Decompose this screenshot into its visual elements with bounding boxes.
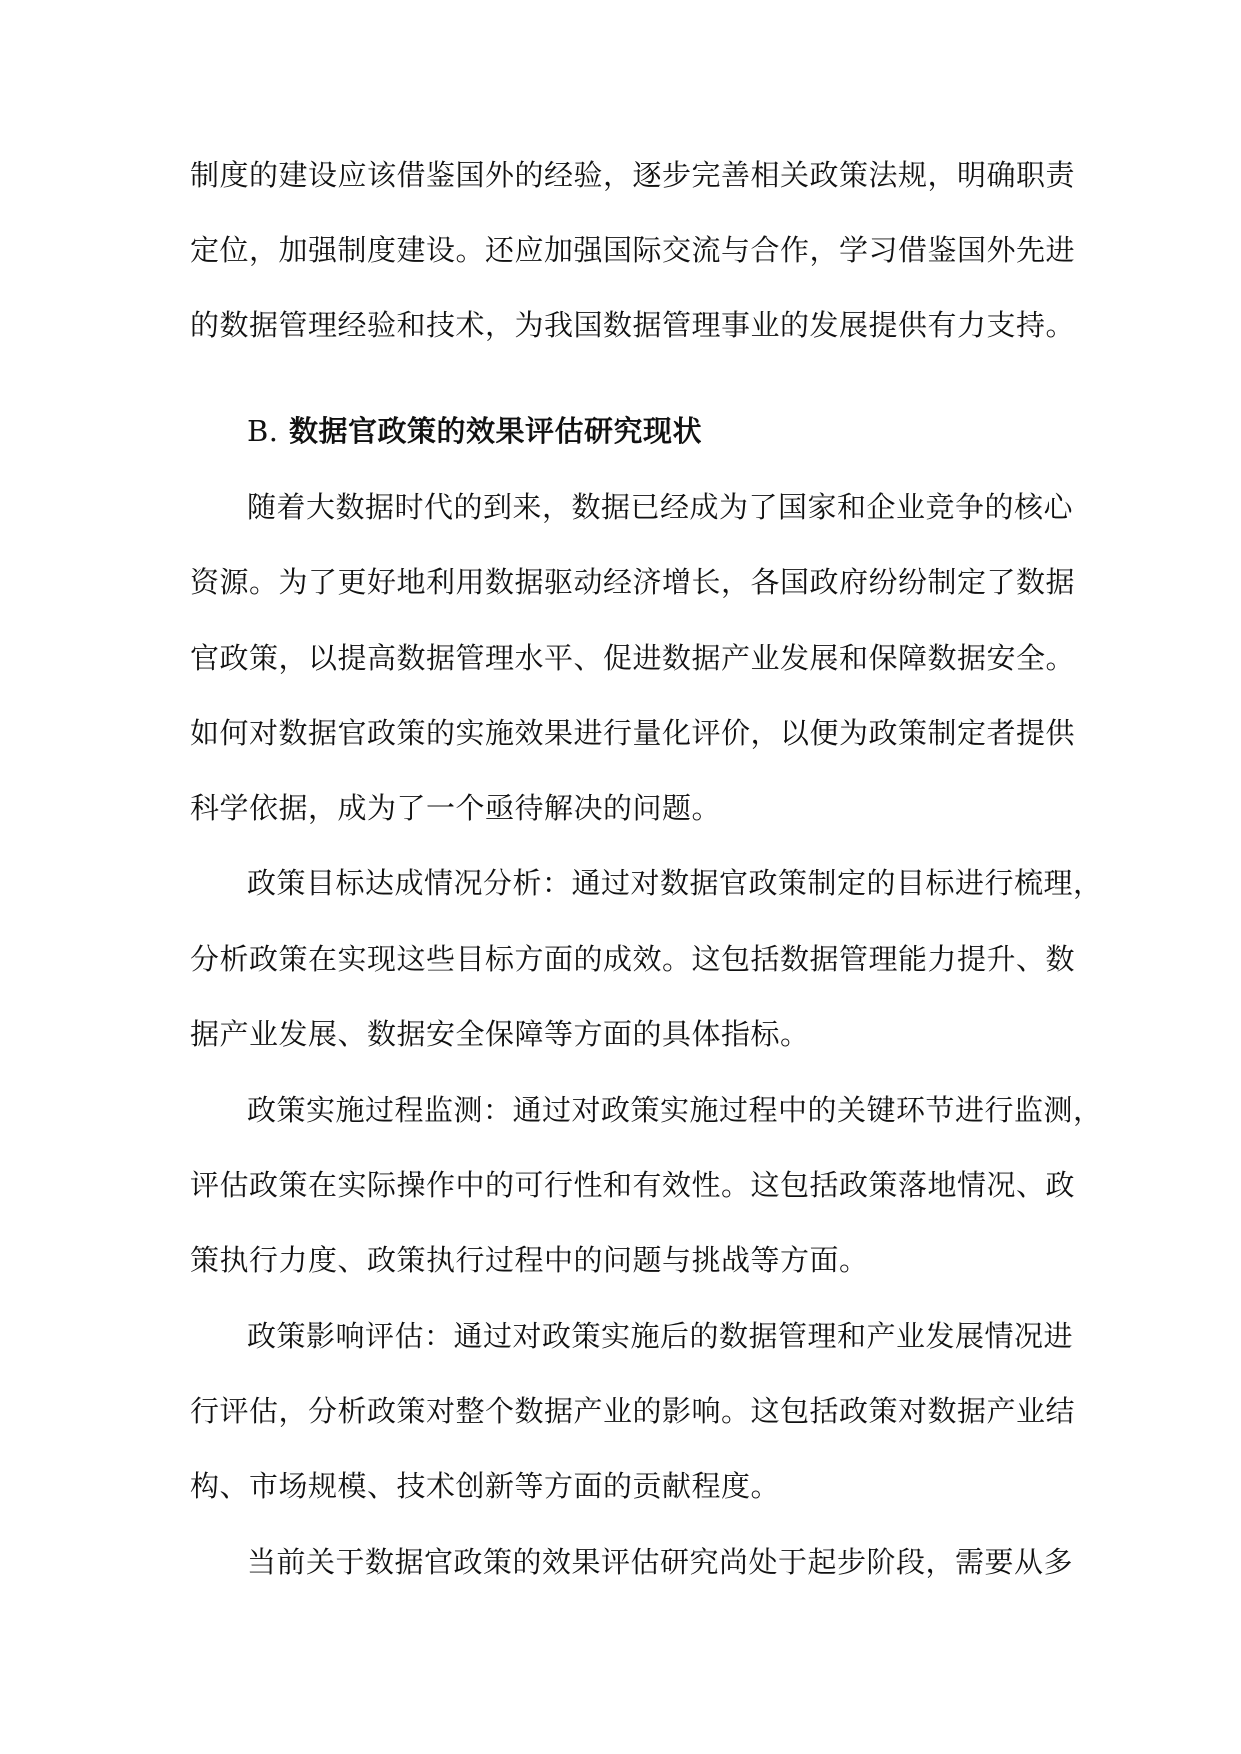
- section-number: B.: [247, 414, 279, 448]
- section-title: 数据官政策的效果评估研究现状: [289, 414, 703, 448]
- paragraph-2-line-1: 随着大数据时代的到来，数据已经成为了国家和企业竞争的核心: [247, 490, 1074, 524]
- paragraph-5-line-2: 行评估，分析政策对整个数据产业的影响。这包括政策对数据产业结: [190, 1394, 1076, 1428]
- paragraph-3-line-2: 分析政策在实现这些目标方面的成效。这包括数据管理能力提升、数: [190, 942, 1076, 976]
- paragraph-2-line-4: 如何对数据官政策的实施效果进行量化评价，以便为政策制定者提供: [190, 716, 1076, 750]
- paragraph-5-line-1: 政策影响评估：通过对政策实施后的数据管理和产业发展情况进: [247, 1319, 1074, 1353]
- paragraph-2-line-2: 资源。为了更好地利用数据驱动经济增长，各国政府纷纷制定了数据: [190, 565, 1076, 599]
- paragraph-5-line-3: 构、市场规模、技术创新等方面的贡献程度。: [190, 1469, 781, 1503]
- paragraph-2-line-5: 科学依据，成为了一个亟待解决的问题。: [190, 791, 722, 825]
- paragraph-2-line-3: 官政策，以提高数据管理水平、促进数据产业发展和保障数据安全。: [190, 641, 1076, 675]
- paragraph-4-line-3: 策执行力度、政策执行过程中的问题与挑战等方面。: [190, 1243, 869, 1277]
- paragraph-1-line-3: 的数据管理经验和技术，为我国数据管理事业的发展提供有力支持。: [190, 308, 1076, 342]
- paragraph-1-line-2: 定位，加强制度建设。还应加强国际交流与合作，学习借鉴国外先进: [190, 233, 1076, 267]
- section-heading: [247, 413, 702, 449]
- paragraph-4-line-2: 评估政策在实际操作中的可行性和有效性。这包括政策落地情况、政: [190, 1168, 1076, 1202]
- paragraph-4-line-1: 政策实施过程监测：通过对政策实施过程中的关键环节进行监测，: [247, 1093, 1103, 1127]
- paragraph-3-line-3: 据产业发展、数据安全保障等方面的具体指标。: [190, 1017, 810, 1051]
- paragraph-6-line-1: 当前关于数据官政策的效果评估研究尚处于起步阶段，需要从多: [247, 1545, 1074, 1579]
- paragraph-3-line-1: 政策目标达成情况分析：通过对数据官政策制定的目标进行梳理，: [247, 866, 1103, 900]
- paragraph-1-line-1: 制度的建设应该借鉴国外的经验，逐步完善相关政策法规，明确职责: [190, 158, 1076, 192]
